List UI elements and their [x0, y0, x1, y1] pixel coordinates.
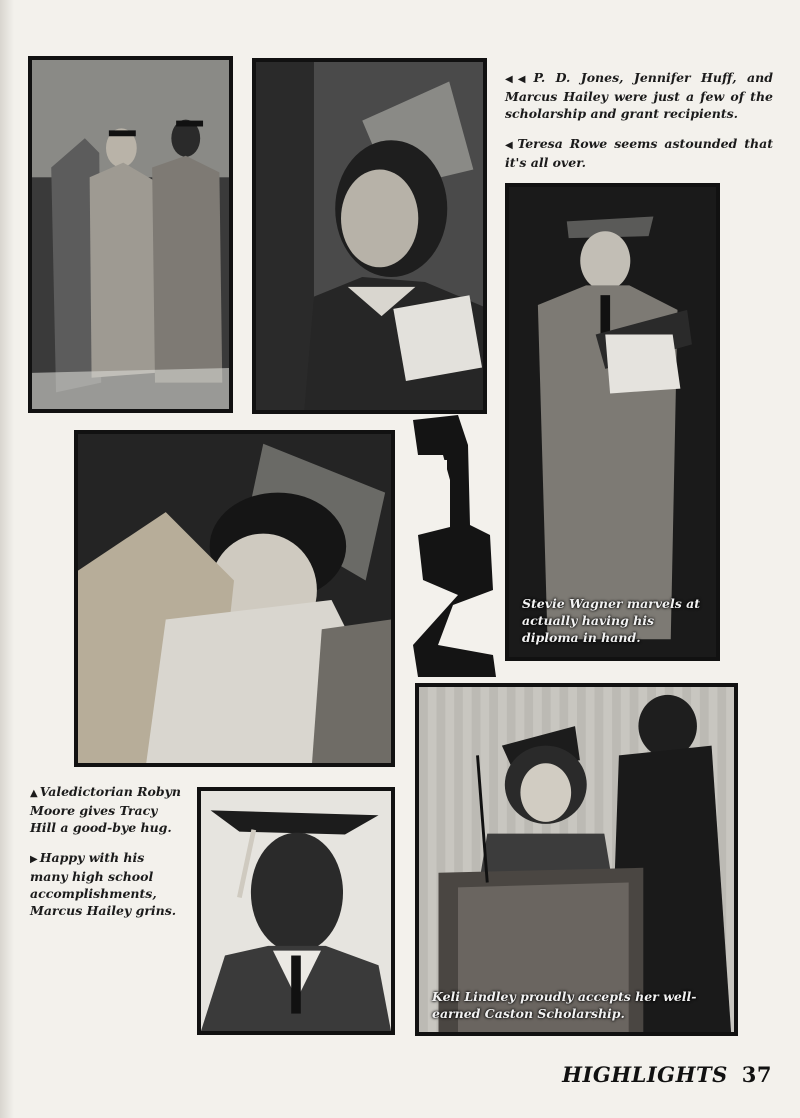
photo-scholarship-recipients-art — [32, 60, 229, 409]
caption-teresa-text: Teresa Rowe seems astounded that it's all over. — [505, 136, 773, 170]
caption-robyn-moore — [30, 783, 182, 836]
photo-stevie-wagner-art — [509, 187, 716, 657]
page-binding-shadow — [0, 0, 14, 1118]
photo-robyn-moore-hug — [74, 430, 395, 767]
photo-teresa-rowe-art — [256, 62, 483, 410]
photo-scholarship-recipients — [28, 56, 233, 413]
caption-scholarship-text: P. D. Jones, Jennifer Huff, and Marcus Hailey were just a few of the scholarship and grant recipients. — [505, 70, 773, 121]
caption-keli-text: Keli Lindley proudly accepts her well-earned Caston Scholarship. — [432, 989, 697, 1021]
photo-robyn-moore-hug-art — [78, 434, 391, 763]
up-arrow-icon: ▲ — [30, 788, 37, 799]
photo-stevie-wagner — [505, 183, 720, 661]
page-footer — [562, 1062, 772, 1087]
year-92-cutout — [398, 415, 498, 680]
left-arrow-icon: ◀ — [505, 140, 515, 151]
caption-scholarship-recipients — [505, 69, 773, 122]
photo-keli-lindley-art — [419, 687, 734, 1032]
caption-keli-lindley — [432, 988, 724, 1022]
photo-marcus-hailey — [197, 787, 395, 1035]
caption-teresa-rowe — [505, 135, 773, 171]
caption-stevie-text: Stevie Wagner marvels at actually having his diploma in hand. — [522, 596, 700, 645]
caption-marcus-hailey — [30, 849, 182, 919]
caption-stevie-wagner — [522, 595, 710, 646]
caption-robyn-text: Valedictorian Robyn Moore gives Tracy Hill a good-bye hug. — [30, 784, 181, 835]
right-arrow-icon: ▶ — [30, 854, 37, 865]
page-number: 37 — [741, 1062, 772, 1087]
photo-keli-lindley — [415, 683, 738, 1036]
photo-teresa-rowe — [252, 58, 487, 414]
photo-marcus-hailey-art — [201, 791, 391, 1031]
caption-marcus-text: Happy with his many high school accomplishments, Marcus Hailey grins. — [30, 850, 177, 918]
section-title: HIGHLIGHTS — [562, 1062, 728, 1087]
double-left-arrow-icon: ◀◀ — [505, 74, 531, 85]
